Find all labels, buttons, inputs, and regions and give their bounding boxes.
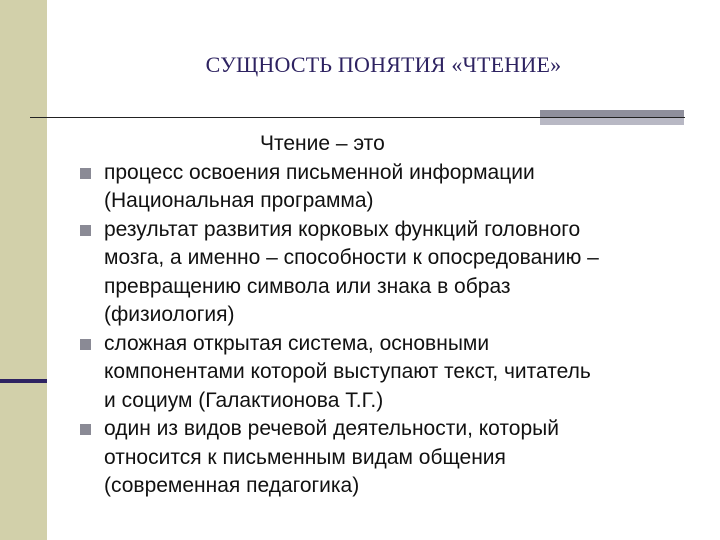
- list-item-line: один из видов речевой деятельности, который: [104, 417, 559, 440]
- square-bullet-icon: [80, 168, 91, 179]
- definition-list: [80, 159, 700, 501]
- list-item: [80, 216, 700, 330]
- list-item-line: сложная открытая система, основными: [104, 331, 490, 355]
- list-item-line: результат развития корковых функций головного: [104, 217, 581, 241]
- square-bullet-icon: [80, 339, 91, 350]
- left-accent-line: [0, 379, 47, 383]
- list-item-line: (физиология): [104, 303, 235, 326]
- intro-rest: – это: [330, 132, 385, 155]
- divider-block-bottom: [540, 118, 684, 125]
- left-decor-bar: [0, 0, 47, 540]
- square-bullet-icon: [80, 225, 91, 236]
- list-item-line: процесс освоения письменной информации: [104, 160, 535, 184]
- list-item-line: относится к письменным видам общения: [104, 445, 506, 469]
- list-item-line: превращению символа или знака в образ: [104, 274, 511, 298]
- list-item-line: (современная педагогика): [104, 474, 360, 497]
- list-item-line: мозга, а именно – способности к опосредованию –: [104, 246, 599, 269]
- slide-title: СУЩНОСТЬ ПОНЯТИЯ «ЧТЕНИЕ»: [205, 52, 562, 77]
- list-item-line: компонентами которой выступают текст, читатель: [104, 360, 591, 383]
- intro-line: [80, 130, 700, 159]
- list-item-line: (Национальная программа): [104, 189, 374, 212]
- intro-term: Чтение: [260, 132, 331, 155]
- list-item-line: и социум (Галактионова Т.Г.): [104, 388, 384, 412]
- square-bullet-icon: [80, 424, 91, 435]
- list-item: [80, 415, 700, 501]
- list-item: [80, 330, 700, 416]
- slide-body: [80, 130, 700, 501]
- divider-block-top: [540, 110, 684, 117]
- list-item: [80, 159, 700, 216]
